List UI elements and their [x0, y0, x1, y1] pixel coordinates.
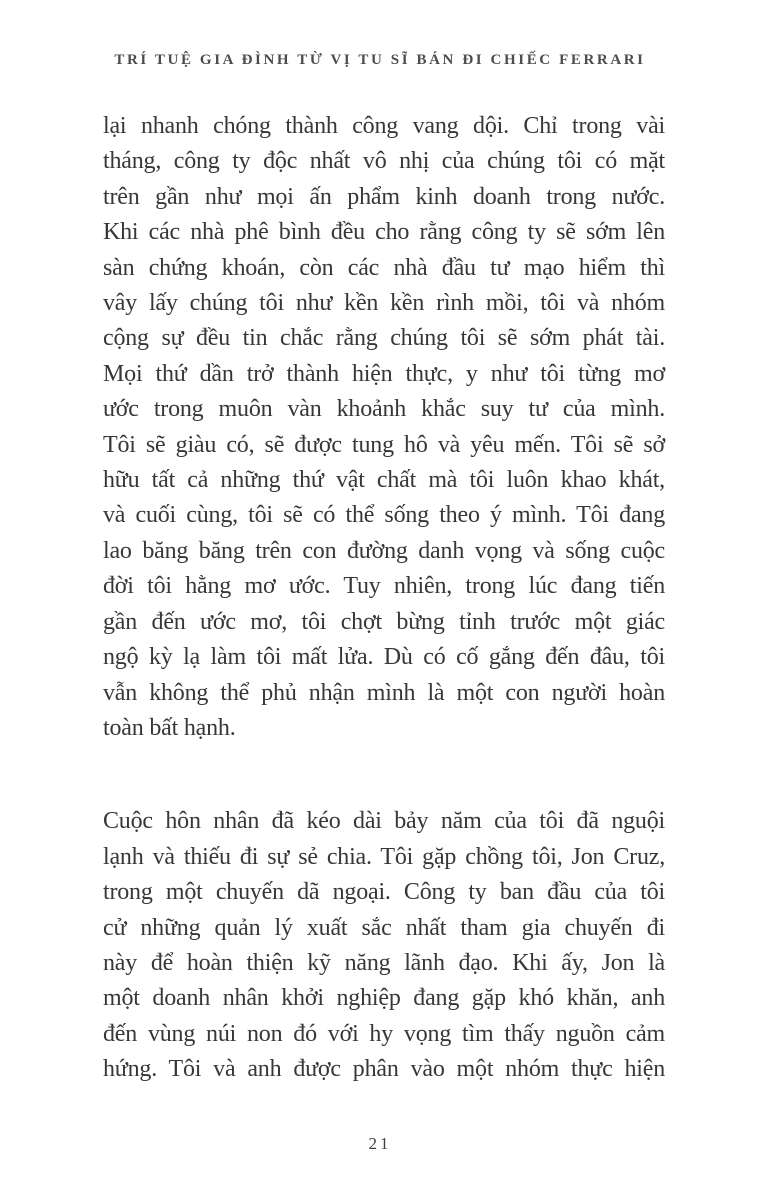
text-line: vây lấy chúng tôi như kền kền rình mồi, tôi và nhóm — [103, 290, 665, 317]
text-line: Mọi thứ dần trở thành hiện thực, y như tôi từng mơ — [103, 360, 665, 387]
text-line: cộng sự đều tin chắc rằng chúng tôi sẽ sớm phát tài. — [103, 325, 665, 352]
text-line: hữu tất cả những thứ vật chất mà tôi luôn khao khát, — [103, 467, 665, 494]
text-line: sàn chứng khoán, còn các nhà đầu tư mạo hiểm thì — [103, 254, 665, 281]
text-line: trong một chuyến dã ngoại. Công ty ban đầu của tôi — [103, 879, 665, 906]
text-line: vẫn không thể phủ nhận mình là một con người hoàn — [103, 679, 665, 706]
text-line: này để hoàn thiện kỹ năng lãnh đạo. Khi ấy, Jon là — [103, 949, 665, 976]
text-line: toàn bất hạnh. — [103, 714, 236, 741]
text-line: lao băng băng trên con đường danh vọng và sống cuộc — [103, 537, 665, 564]
text-line: cử những quản lý xuất sắc nhất tham gia chuyến đi — [103, 914, 665, 941]
paragraph-1 — [103, 109, 665, 746]
text-line: tháng, công ty độc nhất vô nhị của chúng tôi có mặt — [103, 148, 665, 175]
text-line: ước trong muôn vàn khoảnh khắc suy tư của mình. — [103, 396, 665, 423]
text-line: ngộ kỳ lạ làm tôi mất lửa. Dù có cố gắng đến đâu, tôi — [103, 644, 665, 671]
text-line: trên gần như mọi ấn phẩm kinh doanh trong nước. — [103, 183, 665, 210]
running-header: TRÍ TUỆ GIA ĐÌNH TỪ VỊ TU SĨ BÁN ĐI CHIẾC FERRARI — [114, 52, 646, 68]
body-text — [103, 109, 665, 1088]
text-line: gần đến ước mơ, tôi chợt bừng tỉnh trước một giác — [103, 608, 665, 635]
page-number: 21 — [368, 1134, 392, 1153]
text-line: lạnh và thiếu đi sự sẻ chia. Tôi gặp chồng tôi, Jon Cruz, — [103, 843, 665, 870]
text-line: lại nhanh chóng thành công vang dội. Chỉ trong vài — [103, 113, 665, 139]
text-line: một doanh nhân khởi nghiệp đang gặp khó khăn, anh — [103, 985, 665, 1012]
text-line: đời tôi hằng mơ ước. Tuy nhiên, trong lúc đang tiến — [103, 573, 665, 600]
text-line: hứng. Tôi và anh được phân vào một nhóm thực hiện — [103, 1056, 665, 1083]
text-line: Tôi sẽ giàu có, sẽ được tung hô và yêu mến. Tôi sẽ sở — [103, 431, 665, 458]
text-line: Khi các nhà phê bình đều cho rằng công ty sẽ sớm lên — [103, 219, 665, 246]
text-line: đến vùng núi non đó với hy vọng tìm thấy nguồn cảm — [103, 1020, 665, 1047]
text-line: và cuối cùng, tôi sẽ có thể sống theo ý mình. Tôi đang — [103, 502, 665, 529]
text-line: Cuộc hôn nhân đã kéo dài bảy năm của tôi đã nguội — [103, 808, 665, 835]
paragraph-2 — [103, 804, 665, 1087]
